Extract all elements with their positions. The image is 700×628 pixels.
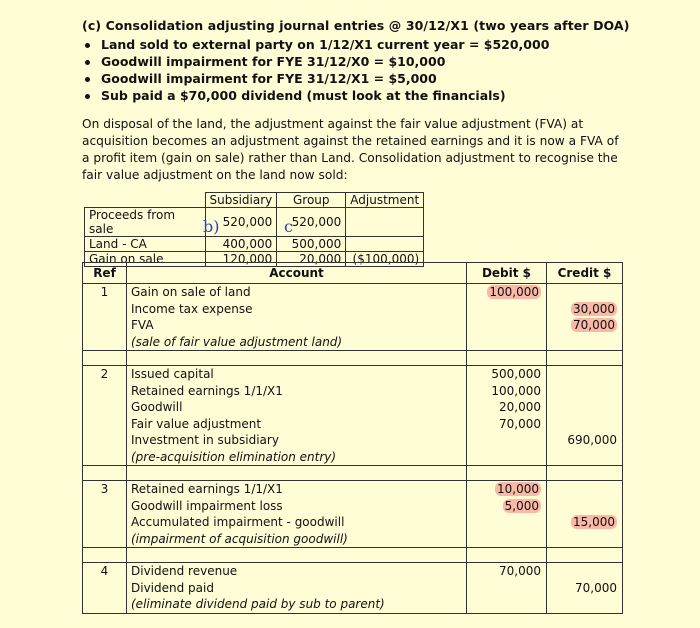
entry-narration: (pre-acquisition elimination entry) <box>131 449 337 464</box>
fact-item: Goodwill impairment for FYE 31/12/X1 = $5,000 <box>82 70 549 87</box>
account-name: Goodwill <box>127 399 467 416</box>
account-name: Retained earnings 1/1/X1 <box>127 481 467 498</box>
header-account: Account <box>127 263 467 284</box>
credit-amount: 15,000 <box>573 515 615 529</box>
adjustment-value <box>346 237 424 252</box>
debit-amount <box>467 317 547 334</box>
header-credit: Credit $ <box>547 263 623 284</box>
account-name: Issued capital <box>127 366 467 383</box>
row-label: Proceeds from sale <box>85 208 206 237</box>
fact-item: Sub paid a $70,000 dividend (must look at the financials) <box>82 87 549 104</box>
credit-amount <box>547 563 623 580</box>
entry-ref: 2 <box>83 366 127 383</box>
debit-amount <box>467 514 547 531</box>
header-debit: Debit $ <box>467 263 547 284</box>
credit-amount <box>547 416 623 433</box>
account-name: Gain on sale of land <box>127 284 467 301</box>
account-name: Retained earnings 1/1/X1 <box>127 383 467 400</box>
row-label: Land - CA <box>85 237 206 252</box>
facts-list <box>82 36 549 104</box>
debit-amount: 70,000 <box>467 416 547 433</box>
entry-ref: 1 <box>83 284 127 301</box>
account-name: Income tax expense <box>127 301 467 318</box>
account-name: Fair value adjustment <box>127 416 467 433</box>
debit-amount: 70,000 <box>467 563 547 580</box>
account-name: Goodwill impairment loss <box>127 498 467 515</box>
credit-amount <box>547 399 623 416</box>
debit-amount: 500,000 <box>467 366 547 383</box>
account-name: Dividend paid <box>127 580 467 597</box>
debit-amount: 100,000 <box>467 383 547 400</box>
row-label: Gain on sale <box>85 252 206 267</box>
adjustment-value <box>346 208 424 237</box>
debit-amount <box>467 432 547 449</box>
debit-amount: 20,000 <box>467 399 547 416</box>
credit-amount <box>547 366 623 383</box>
credit-amount <box>547 284 623 301</box>
handwritten-mark-b: b) <box>203 217 220 236</box>
handwritten-mark-c: c <box>284 217 293 236</box>
group-value: 500,000 <box>277 237 346 252</box>
credit-amount: 70,000 <box>547 580 623 597</box>
credit-amount: 690,000 <box>547 432 623 449</box>
debit-amount <box>467 301 547 318</box>
credit-amount <box>547 498 623 515</box>
col-header-group: Group <box>277 193 346 208</box>
group-value: 20,000 <box>277 252 346 267</box>
subsidiary-value: 400,000 <box>205 237 277 252</box>
account-name: Accumulated impairment - goodwill <box>127 514 467 531</box>
entry-narration: (eliminate dividend paid by sub to parent) <box>131 597 385 611</box>
fact-item: Goodwill impairment for FYE 31/12/X0 = $10,000 <box>82 53 549 70</box>
explanation-paragraph: On disposal of the land, the adjustment against the fair value adjustment (FVA) at acquisition becomes an adjustment against the retained earnings and it is now a FVA of a profit item (gain on sale) rather than Land. Consolidation adjustment to recognise the fair value adjustment on the land now sold: <box>82 117 619 182</box>
credit-amount: 70,000 <box>573 318 615 332</box>
subsidiary-value: 520,000 <box>205 208 277 237</box>
section-heading: (c) Consolidation adjusting journal entries @ 30/12/X1 (two years after DOA) <box>82 18 630 33</box>
header-ref: Ref <box>83 263 127 284</box>
debit-amount <box>467 580 547 597</box>
entry-ref: 4 <box>83 563 127 580</box>
col-header-subsidiary: Subsidiary <box>205 193 277 208</box>
credit-amount: 30,000 <box>573 301 615 316</box>
journal-table-wrapper <box>82 262 622 614</box>
debit-amount: 5,000 <box>504 498 539 513</box>
credit-amount <box>547 481 623 498</box>
debit-amount: 100,000 <box>489 285 539 299</box>
account-name: Dividend revenue <box>127 563 467 580</box>
fact-item: Land sold to external party on 1/12/X1 current year = $520,000 <box>82 36 549 53</box>
credit-amount <box>547 383 623 400</box>
journal-entries-table <box>82 262 623 614</box>
adjustment-value: ($100,000) <box>346 252 424 267</box>
account-name: Investment in subsidiary <box>127 432 467 449</box>
group-value: 520,000 <box>277 208 346 237</box>
land-disposal-table <box>84 192 424 267</box>
col-header-adjustment: Adjustment <box>346 193 424 208</box>
subsidiary-value: 120,000 <box>205 252 277 267</box>
debit-amount: 10,000 <box>497 482 539 496</box>
entry-narration: (sale of fair value adjustment land) <box>131 334 343 349</box>
entry-narration: (impairment of acquisition goodwill) <box>131 531 348 546</box>
entry-ref: 3 <box>83 481 127 498</box>
account-name: FVA <box>127 317 467 334</box>
